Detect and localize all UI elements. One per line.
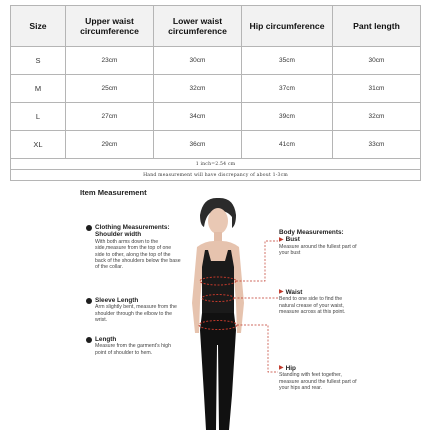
hip-leader (237, 325, 278, 372)
bust-leader (236, 241, 278, 281)
arrow-right-icon: ▶ (279, 236, 284, 243)
length-label: Length (95, 336, 117, 343)
length-row (86, 336, 181, 356)
bust-label: Bust (285, 236, 300, 244)
table-cell: 41cm (242, 131, 333, 159)
table-cell: S (11, 47, 66, 75)
clothing-heading: Clothing Measurements: (95, 224, 170, 231)
table-header-row (11, 6, 421, 47)
bust-desc: Measure around the fullest part of your bust (279, 243, 357, 257)
hip-callout (279, 365, 359, 392)
table-cell: 29cm (66, 131, 154, 159)
table-cell: 32cm (154, 75, 242, 103)
note-row (11, 159, 421, 170)
table-cell: XL (11, 131, 66, 159)
table-cell: 25cm (66, 75, 154, 103)
sleeve-length-callout (86, 297, 181, 324)
header-upper-waist: Upper waist circumference (66, 6, 154, 47)
table-cell: 30cm (154, 47, 242, 75)
shoulder-width-desc: With both arms down to the side,measure from the top of one side to other, along the top of the back of the shoulders below the base of the collar. (95, 238, 181, 271)
model-illustration (0, 195, 430, 430)
table-cell: 39cm (242, 103, 333, 131)
bullet-icon (86, 337, 92, 343)
table-cell: 35cm (242, 47, 333, 75)
table-cell: 33cm (333, 131, 421, 159)
size-table (10, 5, 421, 181)
waist-desc: Bend to one side to find the natural crease of your waist, measure across at this point. (279, 296, 346, 316)
table-row (11, 131, 421, 159)
arrow-right-icon: ▶ (279, 289, 284, 296)
sleeve-length-label: Sleeve Length (95, 297, 139, 304)
table-row (11, 47, 421, 75)
waist-head (279, 289, 359, 296)
waist-label: Waist (285, 289, 303, 296)
bullet-icon (86, 298, 92, 304)
inch-conversion-note: 1 inch=2.54 cm (11, 159, 421, 170)
sleeve-length-row (86, 297, 181, 324)
model-leggings (200, 313, 236, 430)
table-cell: 31cm (333, 75, 421, 103)
table-cell: 23cm (66, 47, 154, 75)
clothing-measurements (86, 224, 181, 271)
table-cell: 36cm (154, 131, 242, 159)
bust-head (279, 236, 364, 243)
length-callout (86, 336, 181, 356)
hip-head (279, 365, 359, 372)
waist-callout (279, 289, 359, 316)
discrepancy-note: Hand measurement will have discrepancy of about 1-3cm (11, 170, 421, 181)
table-row (11, 103, 421, 131)
body-heading: Body Measurements: (279, 229, 344, 236)
header-lower-waist: Lower waist circumference (154, 6, 242, 47)
size-table-container (10, 5, 420, 181)
model-face (208, 208, 228, 234)
table-cell: 30cm (333, 47, 421, 75)
clothing-heading-row (86, 224, 181, 271)
header-hip: Hip circumference (242, 6, 333, 47)
shoulder-width-label: Shoulder width (95, 231, 142, 239)
table-cell: L (11, 103, 66, 131)
length-desc: Measure from the garment's high point of shoulder to hem. (95, 343, 171, 356)
arrow-right-icon: ▶ (279, 365, 284, 372)
table-cell: M (11, 75, 66, 103)
header-pant-length: Pant length (333, 6, 421, 47)
section-title: Item Measurement (80, 188, 147, 197)
hip-desc: Standing with feet together, measure around the fullest part of your hips and rear. (279, 372, 357, 392)
table-cell: 32cm (333, 103, 421, 131)
table-row (11, 75, 421, 103)
table-cell: 27cm (66, 103, 154, 131)
measurement-figure (0, 195, 430, 430)
bust-callout (279, 229, 364, 257)
bullet-icon (86, 225, 92, 231)
table-cell: 37cm (242, 75, 333, 103)
header-size: Size (11, 6, 66, 47)
note-row (11, 170, 421, 181)
hip-label: Hip (285, 365, 296, 372)
sleeve-length-desc: Arm slightly bent, measure from the shoulder through the elbow to the wrist. (95, 304, 177, 324)
model-neck (214, 232, 222, 242)
table-cell: 34cm (154, 103, 242, 131)
